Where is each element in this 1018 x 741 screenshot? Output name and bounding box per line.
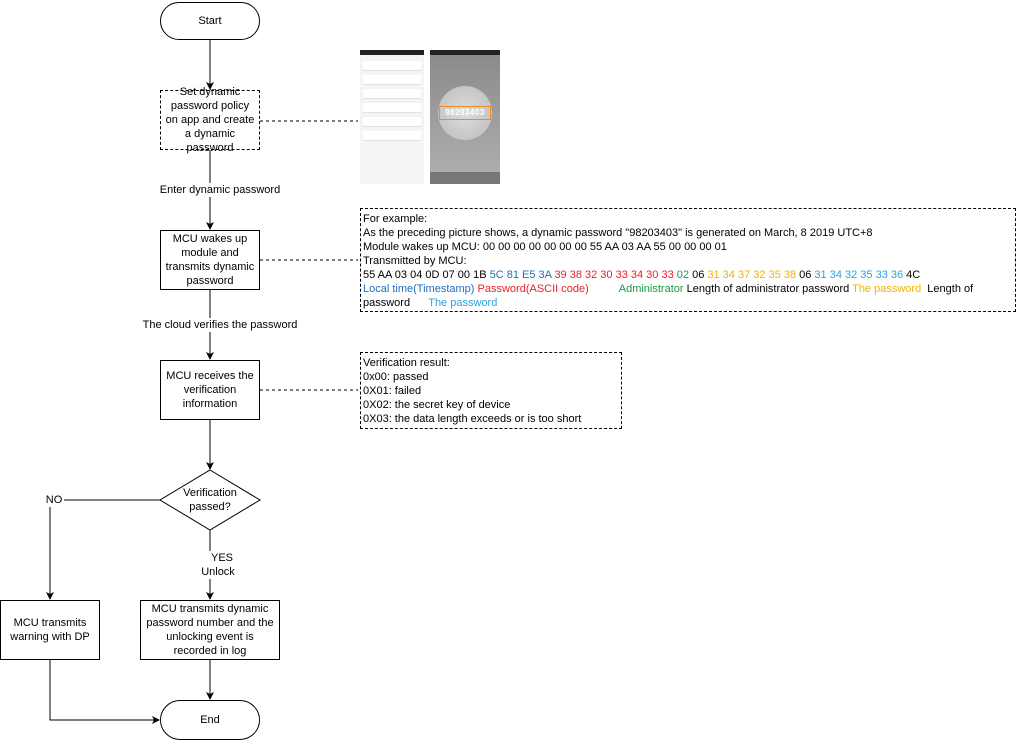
unlock-log-node [140,600,280,660]
warning-label: MCU transmits warning with DP [10,617,90,643]
example-line: Transmitted by MCU: [363,255,467,267]
byte-group: 31 34 32 35 33 36 [814,269,907,281]
byte-group: 06 [692,269,708,281]
receive-node [160,360,260,420]
start-node [160,2,260,40]
password-display: 98203403 [439,106,491,120]
example-line: Module wakes up MCU: 00 00 00 00 00 00 00 55 AA 03 AA 55 00 00 00 01 [363,241,727,253]
transmitted-bytes [363,268,1013,282]
set-policy-node [160,86,260,154]
legend-entry: Length of password [363,283,977,309]
end-label: End [200,714,220,726]
unlock-log-label: MCU transmits dynamic password number and the unlocking event is recorded in log [146,603,274,657]
warning-node [0,600,100,660]
byte-group: 31 34 37 32 35 38 [707,269,800,281]
set-policy-label: Set dynamic password policy on app and create a dynamic password [165,86,255,154]
arrow-no-branch [50,500,160,599]
verification-line: 0X03: the data length exceeds or is too short [363,413,582,425]
edge-label-enter-password: Enter dynamic password [150,183,290,197]
legend-entry: Password(ASCII code) [477,283,619,295]
legend-entry: Local time(Timestamp) [363,283,478,295]
decision-label: Verification passed? [183,487,237,513]
arrow-warning-to-end [50,660,159,720]
legend-entry: The password [852,283,928,295]
example-note [360,208,1016,312]
example-line: For example: [363,213,428,225]
verification-line: 0X01: failed [363,385,422,397]
app-settings-screenshot [360,50,424,184]
bytes-legend [363,282,1013,310]
edge-label-no: NO [45,494,63,506]
wake-up-node [160,230,260,290]
receive-label: MCU receives the verification information [166,370,254,410]
legend-entry: Length of administrator password [686,283,853,295]
edge-label-unlock: Unlock [194,565,242,579]
verification-line: 0X02: the secret key of device [363,399,511,411]
edge-label-yes: YES [198,551,246,565]
legend-entry: Administrator [618,283,687,295]
byte-group: 02 [676,269,693,281]
app-dynamic-password-screenshot [430,50,500,184]
example-line: As the preceding picture shows, a dynamic password "98203403" is generated on March, 8 2019 UTC+8 [363,227,873,239]
wake-up-label: MCU wakes up module and transmits dynamic password [165,233,255,287]
verification-line: Verification result: [363,357,450,369]
byte-group: 39 38 32 30 33 34 30 33 [554,269,677,281]
byte-group: 06 [799,269,815,281]
end-node [160,700,260,740]
byte-group: 5C 81 E5 3A [489,269,555,281]
app-tab-bar [430,172,500,184]
verification-result-note [360,352,622,429]
verification-line: 0x00: passed [363,371,429,383]
byte-group: 55 AA 03 04 0D 07 00 1B [363,269,490,281]
decision-node [170,484,250,516]
edge-label-cloud-verifies: The cloud verifies the password [130,318,310,332]
legend-entry: The password [428,297,498,309]
start-label: Start [198,15,222,27]
byte-group: 4C [906,269,921,281]
